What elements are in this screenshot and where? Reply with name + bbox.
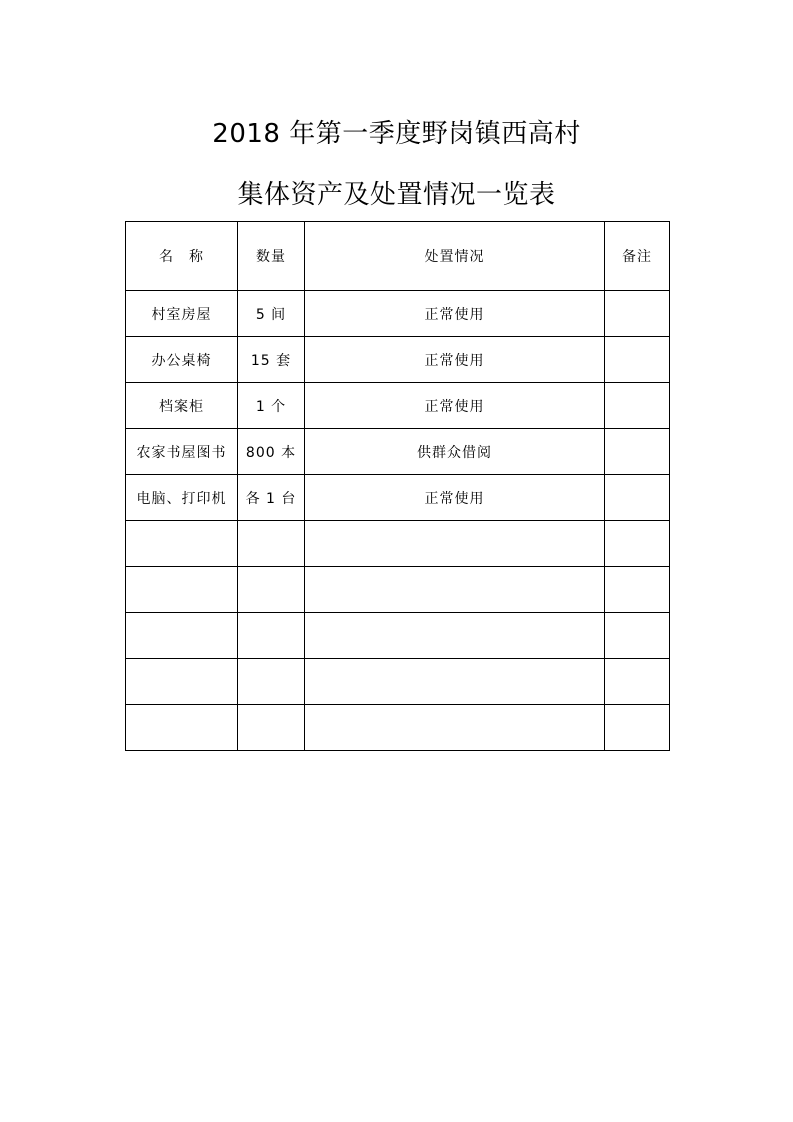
cell-quantity: 1 个 [238, 383, 305, 429]
cell-disposition [305, 521, 605, 567]
cell-name: 村室房屋 [126, 291, 238, 337]
cell-remarks [605, 383, 670, 429]
cell-quantity: 5 间 [238, 291, 305, 337]
table-row [126, 475, 670, 521]
cell-quantity [238, 567, 305, 613]
cell-remarks [605, 613, 670, 659]
cell-remarks [605, 337, 670, 383]
cell-name [126, 705, 238, 751]
cell-remarks [605, 567, 670, 613]
cell-quantity [238, 521, 305, 567]
cell-quantity: 各 1 台 [238, 475, 305, 521]
table-row [126, 567, 670, 613]
table-header-row [126, 222, 670, 291]
cell-disposition [305, 613, 605, 659]
cell-remarks [605, 475, 670, 521]
cell-disposition: 正常使用 [305, 291, 605, 337]
cell-remarks [605, 705, 670, 751]
cell-quantity [238, 705, 305, 751]
cell-quantity [238, 659, 305, 705]
cell-disposition: 供群众借阅 [305, 429, 605, 475]
asset-table [125, 221, 670, 751]
cell-name [126, 567, 238, 613]
cell-name [126, 659, 238, 705]
cell-disposition: 正常使用 [305, 475, 605, 521]
table-row [126, 613, 670, 659]
table-row [126, 659, 670, 705]
cell-name [126, 613, 238, 659]
cell-name: 电脑、打印机 [126, 475, 238, 521]
cell-remarks [605, 521, 670, 567]
cell-name [126, 521, 238, 567]
cell-name: 办公桌椅 [126, 337, 238, 383]
cell-name: 农家书屋图书 [126, 429, 238, 475]
header-remarks: 备注 [605, 222, 670, 291]
cell-disposition [305, 659, 605, 705]
cell-disposition [305, 705, 605, 751]
cell-quantity [238, 613, 305, 659]
cell-remarks [605, 659, 670, 705]
cell-remarks [605, 291, 670, 337]
header-quantity: 数量 [238, 222, 305, 291]
table-row [126, 705, 670, 751]
table-row [126, 291, 670, 337]
cell-remarks [605, 429, 670, 475]
document-title-line-1: 2018 年第一季度野岗镇西高村 [212, 119, 581, 149]
cell-disposition: 正常使用 [305, 383, 605, 429]
cell-disposition [305, 567, 605, 613]
document-title-line-2: 集体资产及处置情况一览表 [237, 180, 556, 210]
table-row [126, 521, 670, 567]
cell-quantity: 15 套 [238, 337, 305, 383]
header-disposition: 处置情况 [305, 222, 605, 291]
header-name: 名 称 [126, 222, 238, 291]
cell-quantity: 800 本 [238, 429, 305, 475]
table-row [126, 383, 670, 429]
table-row [126, 337, 670, 383]
cell-disposition: 正常使用 [305, 337, 605, 383]
table-row [126, 429, 670, 475]
cell-name: 档案柜 [126, 383, 238, 429]
